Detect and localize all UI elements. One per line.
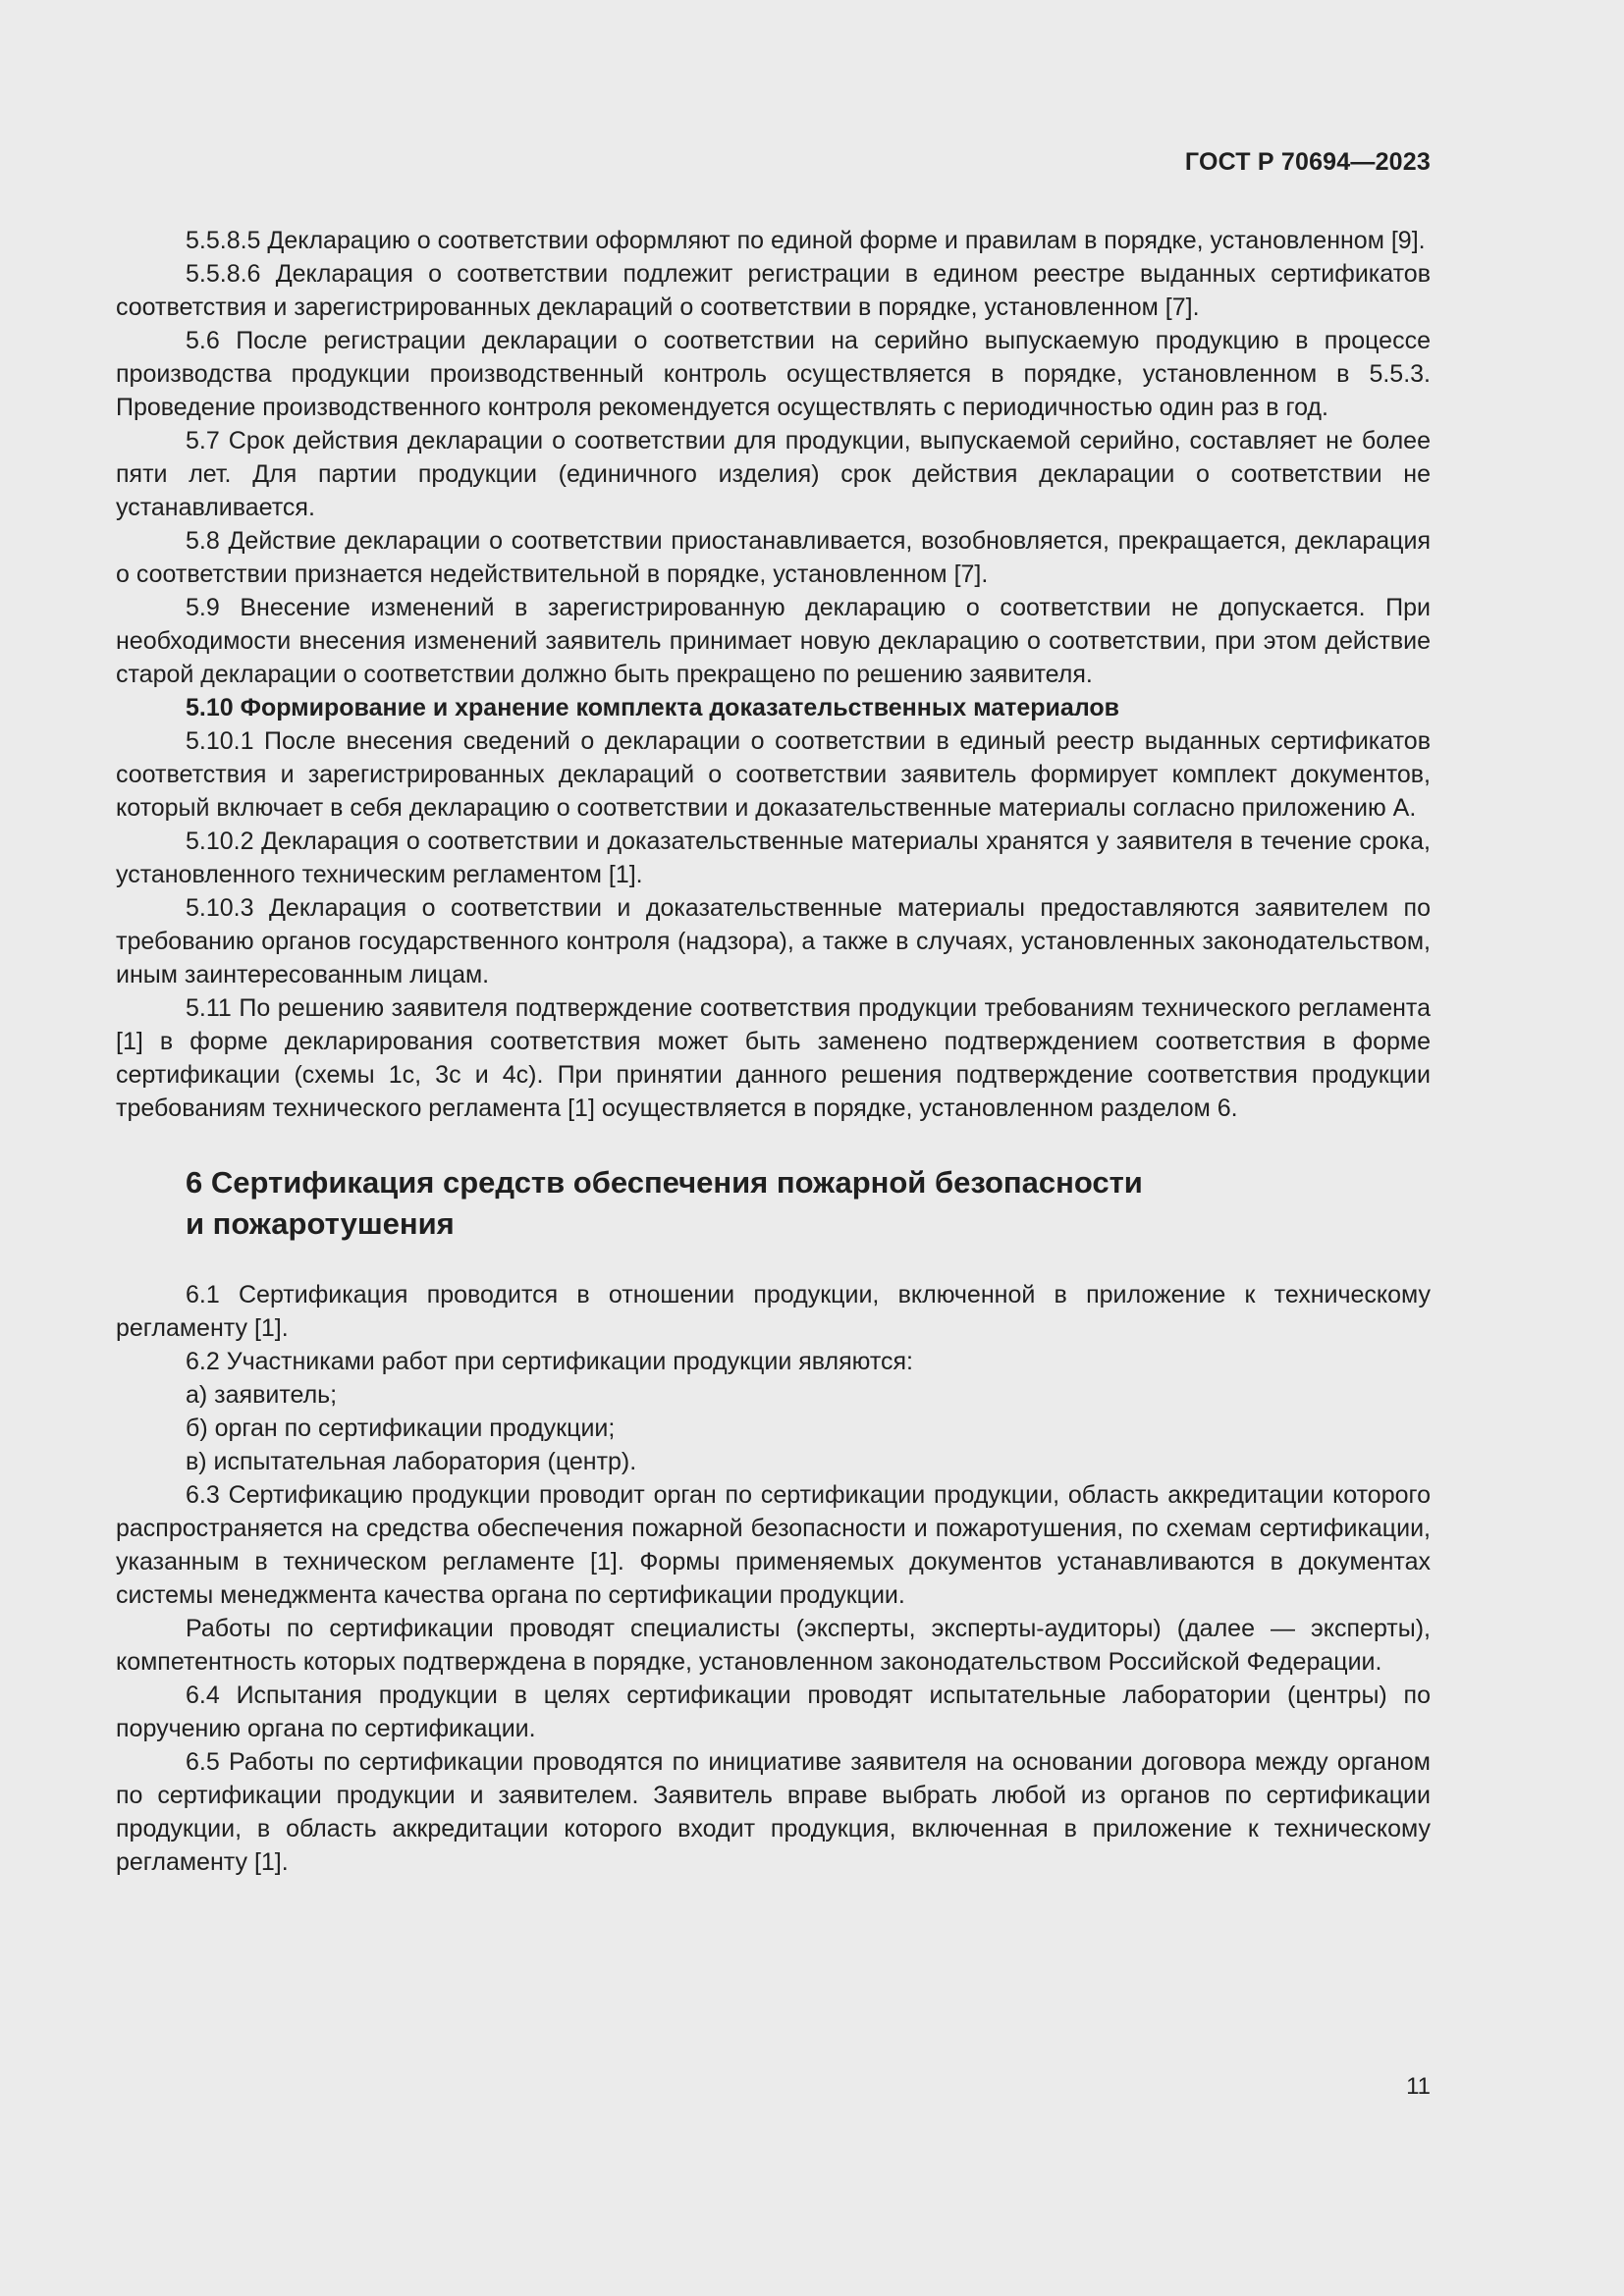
page-number: 11 (1406, 2073, 1431, 2100)
paragraph-5-7: 5.7 Срок действия декларации о соответствии для продукции, выпускаемой серийно, составляет не более пяти лет. Для партии продукции (единичного изделия) срок действия декларации о соответствии не устанавливается. (116, 427, 1431, 521)
list-item: б) орган по сертификации продукции; (186, 1415, 616, 1442)
paragraph-5-10-1: 5.10.1 После внесения сведений о декларации о соответствии в единый реестр выданных сертификатов соответствия и зарегистрированных деклараций о соответствии заявитель формирует комплект документов, который включает в себя декларацию о соответствии и доказательственные материалы согласно приложению А. (116, 727, 1431, 822)
paragraph-5-10-2: 5.10.2 Декларация о соответствии и доказательственные материалы хранятся у заявителя в течение срока, установленного техническим регламентом [1]. (116, 828, 1431, 888)
document-page (116, 0, 1431, 2296)
paragraph-5-10-3: 5.10.3 Декларация о соответствии и доказательственные материалы предоставляются заявителем по требованию органов государственного контроля (надзора), а также в случаях, установленных законодательством, иным заинтересованным лицам. (116, 894, 1431, 988)
document-code: ГОСТ Р 70694—2023 (1184, 148, 1431, 176)
paragraph-6-2: 6.2 Участниками работ при сертификации продукции являются: (186, 1348, 913, 1375)
paragraph-5-5-8-5: 5.5.8.5 Декларацию о соответствии оформляют по единой форме и правилам в порядке, установленном [9]. (186, 227, 1426, 254)
paragraph-5-6: 5.6 После регистрации декларации о соответствии на серийно выпускаемую продукцию в процессе производства продукции производственный контроль осуществляется в порядке, установленном в 5.5.3. Проведение производственного контроля рекомендуется осуществлять с периодичностью один раз в год. (116, 327, 1431, 421)
page-content (116, 224, 1431, 1879)
paragraph-5-11: 5.11 По решению заявителя подтверждение соответствия продукции требованиям технического регламента [1] в форме декларирования соответствия может быть заменено подтверждением соответствия в форме сертификации (схемы 1с, 3с и 4с). При принятии данного решения подтверждение соответствия продукции требованиям технического регламента [1] осуществляется в порядке, установленном разделом 6. (116, 994, 1431, 1122)
section-6-title (186, 1162, 1266, 1245)
paragraph-6-4: 6.4 Испытания продукции в целях сертификации проводят испытательные лаборатории (центры) по поручению органа по сертификации. (116, 1682, 1431, 1742)
paragraph-6-1: 6.1 Сертификация проводится в отношении продукции, включенной в приложение к техническому регламенту [1]. (116, 1281, 1431, 1342)
subsection-heading-5-10: 5.10 Формирование и хранение комплекта доказательственных материалов (186, 694, 1120, 721)
list-item: а) заявитель; (186, 1381, 338, 1409)
paragraph-5-9: 5.9 Внесение изменений в зарегистрированную декларацию о соответствии не допускается. При необходимости внесения изменений заявитель принимает новую декларацию о соответствии, при этом действие старой декларации о соответствии должно быть прекращено по решению заявителя. (116, 594, 1431, 688)
section-6-title-line-1: 6 Сертификация средств обеспечения пожарной безопасности (186, 1165, 1143, 1200)
list-item: в) испытательная лаборатория (центр). (186, 1448, 637, 1475)
paragraph-6-5: 6.5 Работы по сертификации проводятся по инициативе заявителя на основании договора между органом по сертификации продукции и заявителем. Заявитель вправе выбрать любой из органов по сертификации продукции, в область аккредитации которого входит продукция, включенная в приложение к техническому регламенту [1]. (116, 1748, 1431, 1876)
section-6-title-line-2: и пожаротушения (186, 1206, 455, 1241)
paragraph-6-3-experts: Работы по сертификации проводят специалисты (эксперты, эксперты-аудиторы) (далее — эксперты), компетентность которых подтверждена в порядке, установленном законодательством Российской Федерации. (116, 1615, 1431, 1676)
paragraph-5-8: 5.8 Действие декларации о соответствии приостанавливается, возобновляется, прекращается, декларация о соответствии признается недействительной в порядке, установленном [7]. (116, 527, 1431, 588)
paragraph-5-5-8-6: 5.5.8.6 Декларация о соответствии подлежит регистрации в едином реестре выданных сертификатов соответствия и зарегистрированных деклараций о соответствии в порядке, установленном [7]. (116, 260, 1431, 321)
paragraph-6-3: 6.3 Сертификацию продукции проводит орган по сертификации продукции, область аккредитации которого распространяется на средства обеспечения пожарной безопасности и пожаротушения, по схемам сертификации, указанным в техническом регламенте [1]. Формы применяемых документов устанавливаются в документах системы менеджмента качества органа по сертификации продукции. (116, 1481, 1431, 1609)
